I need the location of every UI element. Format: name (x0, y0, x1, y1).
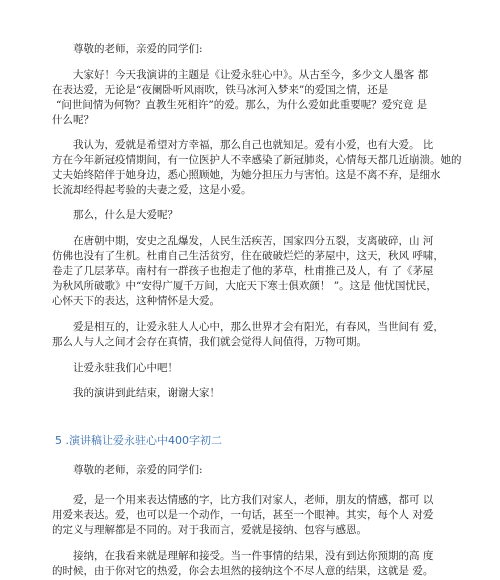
para2-line-4: 长流却经得起考验的夫妻之爱，这是小爱。 (52, 184, 252, 196)
para4-line-4: 为秋风所破歌》中“安得广厦千万间，大庇天下寒士俱欢颜！ ”。这是 他忧国忧民， (52, 280, 437, 292)
para6-line-1: 让爱永驻我们心中吧！ (73, 362, 178, 374)
salutation-2: 尊敬的老师，亲爱的同学们: (73, 464, 203, 476)
s2-para2-line-1: 接纳，在我看来就是理解和接受。当一件事情的结果，没有到达你预期的高 度 (73, 550, 434, 562)
para2-line-1: 我认为，爱就是希望对方幸福，那么自己也就知足。爱有小爱，也有大爱。 比 (73, 139, 434, 151)
para1-line-4: 什么呢？ (52, 114, 94, 126)
para4-line-5: 心怀天下的表达，这种情怀是大爱。 (52, 295, 220, 307)
s2-para2-line-2: 的时候，由于你对它的热爱，你会去坦然的接纳这个不尽人意的结果，这就是 爱。 (52, 565, 434, 577)
para7-line-1: 我的演讲到此结束，谢谢大家！ (73, 387, 220, 399)
section-heading: 5 .演讲稿让爱永驻心中400字初二 (55, 434, 222, 447)
s2-para1-line-2: 用爱来表达。爱，也可以是一个动作，一句话，甚至一个眼神。其实，每个人 对爱 (52, 509, 434, 521)
para2-line-3: 丈夫始终陪伴于她身边，悉心照顾她，为她分担压力与害怕。这是不离不弃，是细水 (52, 169, 441, 181)
para4-line-2: 仿佛也没有了生机。杜甫自己生活贫穷，住在破破烂烂的茅屋中，这天，秋风 呼啸， (52, 250, 444, 262)
para4-line-3: 卷走了几层茅草。南村有一群孩子也抱走了他的茅草，杜甫推己及人，有 了《茅屋 (52, 265, 434, 277)
para2-line-2: 方在今年新冠疫情期间，有一位医护人不幸感染了新冠肺炎，心情每天都几近崩溃。她的 (52, 154, 462, 166)
para3-line-1: 那么，什么是大爱呢？ (73, 209, 178, 221)
para1-line-3: “问世间情为何物？直教生死相许”的爱。那么，为什么爱如此重要呢？爱究竟 是 (56, 99, 428, 111)
para1-line-2: 在表达爱，无论是“夜阑卧听风雨吹，铁马冰河入梦来”的爱国之情，还是 (52, 84, 389, 96)
para4-line-1: 在唐朝中期，安史之乱爆发，人民生活疾苦，国家四分五裂，支离破碎，山 河 (73, 235, 434, 247)
salutation: 尊敬的老师，亲爱的同学们: (73, 43, 203, 55)
s2-para1-line-3: 的定义与理解都是不同的。对于我而言，爱就是接纳、包容与感恩。 (52, 524, 367, 536)
s2-para1-line-1: 爱，是一个用来表达情感的字，比方我们对家人，老师，朋友的情感，都可 以 (73, 494, 434, 506)
para5-line-2: 那么人与人之间才会存在真情，我们就会觉得人间值得，万物可期。 (52, 336, 367, 348)
para5-line-1: 爱是相互的，让爱永驻人人心中，那么世界才会有阳光，有春风，当世间有 爱， (73, 321, 444, 333)
para1-line-1: 大家好！今天我演讲的主题是《让爱永驻心中》。从古至今，多少文人墨客 都 (73, 69, 429, 81)
